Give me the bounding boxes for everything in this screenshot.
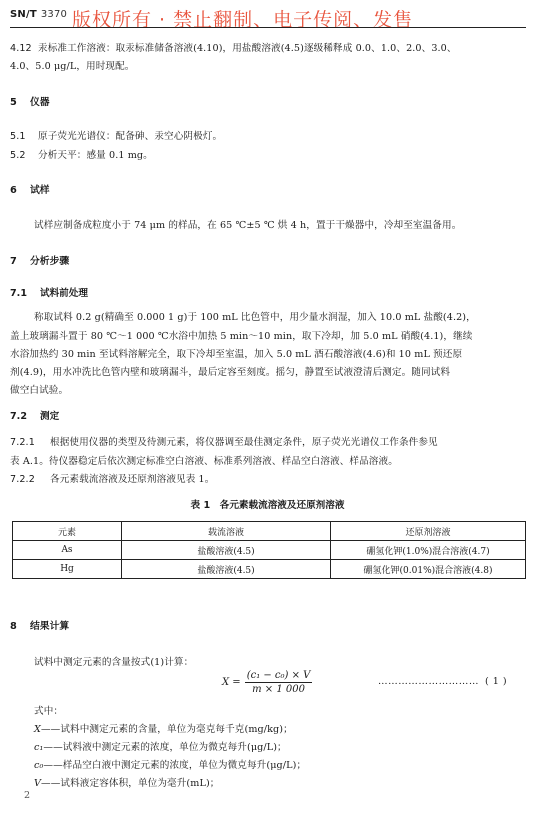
formula-lhs: X =	[222, 677, 241, 688]
standard-code: SN/T 3370	[10, 9, 68, 20]
header-rule	[10, 27, 526, 28]
where-label: 式中：	[34, 706, 64, 717]
table-row	[13, 560, 526, 579]
clause-7-1-line: 盖上玻璃漏斗置于 80 ℃～1 000 ℃水浴中加热 5 min～10 min，取下冷却，加 5.0 mL 硝酸(4.1)，继续	[10, 331, 473, 342]
clause-7-1-line: 水浴加热约 30 min 至试料溶解完全，取下冷却至室温，加入 5.0 mL 酒石酸溶液(4.6)和 10 mL 预还原	[10, 349, 463, 360]
formula-numerator: (c₁ − c₀) × V	[246, 670, 311, 681]
clause-7-2-1-line1: 7.2.1 根据使用仪器的类型及待测元素，将仪器调至最佳测定条件，原子荧光光谱仪工作条件参见	[10, 437, 438, 448]
watermark: 版权所有 · 禁止翻制、电子传阅、发售	[72, 9, 414, 31]
equation-label: ( 1 )	[484, 676, 508, 687]
formula-leader: ………………………… ( 1 )	[378, 676, 508, 687]
section-5-heading: 5 仪器	[10, 97, 50, 108]
table-cell: Hg	[13, 560, 122, 579]
clause-7-1-line: 剂(4.9)，用水冲洗比色管内壁和玻璃漏斗，最后定容至刻度。摇匀，静置至试液澄清后测定。随同试料	[10, 367, 451, 378]
clause-7-2-2: 7.2.2 各元素载流溶液及还原剂溶液见表 1。	[10, 474, 215, 485]
table-row	[13, 541, 526, 560]
section-6-heading: 6 试样	[10, 185, 50, 196]
section-6-text: 试样应制备成粒度小于 74 μm 的样品，在 65 ℃±5 ℃ 烘 4 h，置于干燥器中，冷却至室温备用。	[34, 220, 462, 231]
definition-row: c₀——样品空白液中测定元素的浓度，单位为微克每升(μg/L)；	[34, 760, 307, 771]
table-header-cell: 载流溶液	[122, 522, 331, 541]
definition-row: V——试料液定容体积，单位为毫升(mL)；	[34, 778, 220, 789]
clause-5-1: 5.1 原子荧光光谱仪：配备砷、汞空心阴极灯。	[10, 131, 223, 142]
table-header-cell: 还原剂溶液	[331, 522, 526, 541]
clause-7-2-heading: 7.2 测定	[10, 411, 60, 422]
formula-denominator: m × 1 000	[252, 684, 305, 695]
clause-7-1-line: 称取试料 0.2 g(精确至 0.000 1 g)于 100 mL 比色管中，用少量水润湿，加入 10.0 mL 盐酸(4.2)，	[34, 312, 476, 323]
table-cell: 盐酸溶液(4.5)	[122, 560, 331, 579]
table-header-cell: 元素	[13, 522, 122, 541]
formula-1	[222, 670, 312, 695]
table-cell: 硼氢化钾(0.01%)混合溶液(4.8)	[331, 560, 526, 579]
definition-row: X——试料中测定元素的含量，单位为毫克每千克(mg/kg)；	[34, 724, 293, 735]
table-1	[12, 521, 526, 579]
page-number: 2	[24, 790, 31, 801]
definition-row: c₁——试料液中测定元素的浓度，单位为微克每升(μg/L)；	[34, 742, 287, 753]
section-8-heading: 8 结果计算	[10, 621, 70, 632]
table-cell: 硼氢化钾(1.0%)混合溶液(4.7)	[331, 541, 526, 560]
section-7-heading: 7 分析步骤	[10, 256, 70, 267]
clause-4-12-line2: 4.0、5.0 μg/L，用时现配。	[10, 61, 135, 72]
clause-7-2-1-line2: 表 A.1。待仪器稳定后依次测定标准空白溶液、标准系列溶液、样品空白溶液、样品溶液。	[10, 456, 398, 467]
clause-4-12-line1: 4.12 汞标准工作溶液：取汞标准储备溶液(4.10)，用盐酸溶液(4.5)逐级稀释成 0.0、1.0、2.0、3.0、	[10, 43, 457, 54]
formula-fraction	[245, 670, 313, 695]
clause-7-1-line: 做空白试验。	[10, 385, 69, 396]
table-1-caption: 表 1 各元素载流溶液及还原剂溶液	[190, 500, 345, 511]
clause-5-2: 5.2 分析天平：感量 0.1 mg。	[10, 150, 153, 161]
table-cell: 盐酸溶液(4.5)	[122, 541, 331, 560]
clause-7-1-heading: 7.1 试料前处理	[10, 288, 88, 299]
table-cell: As	[13, 541, 122, 560]
section-8-intro: 试料中测定元素的含量按式(1)计算：	[34, 657, 194, 668]
table-header-row	[13, 522, 526, 541]
